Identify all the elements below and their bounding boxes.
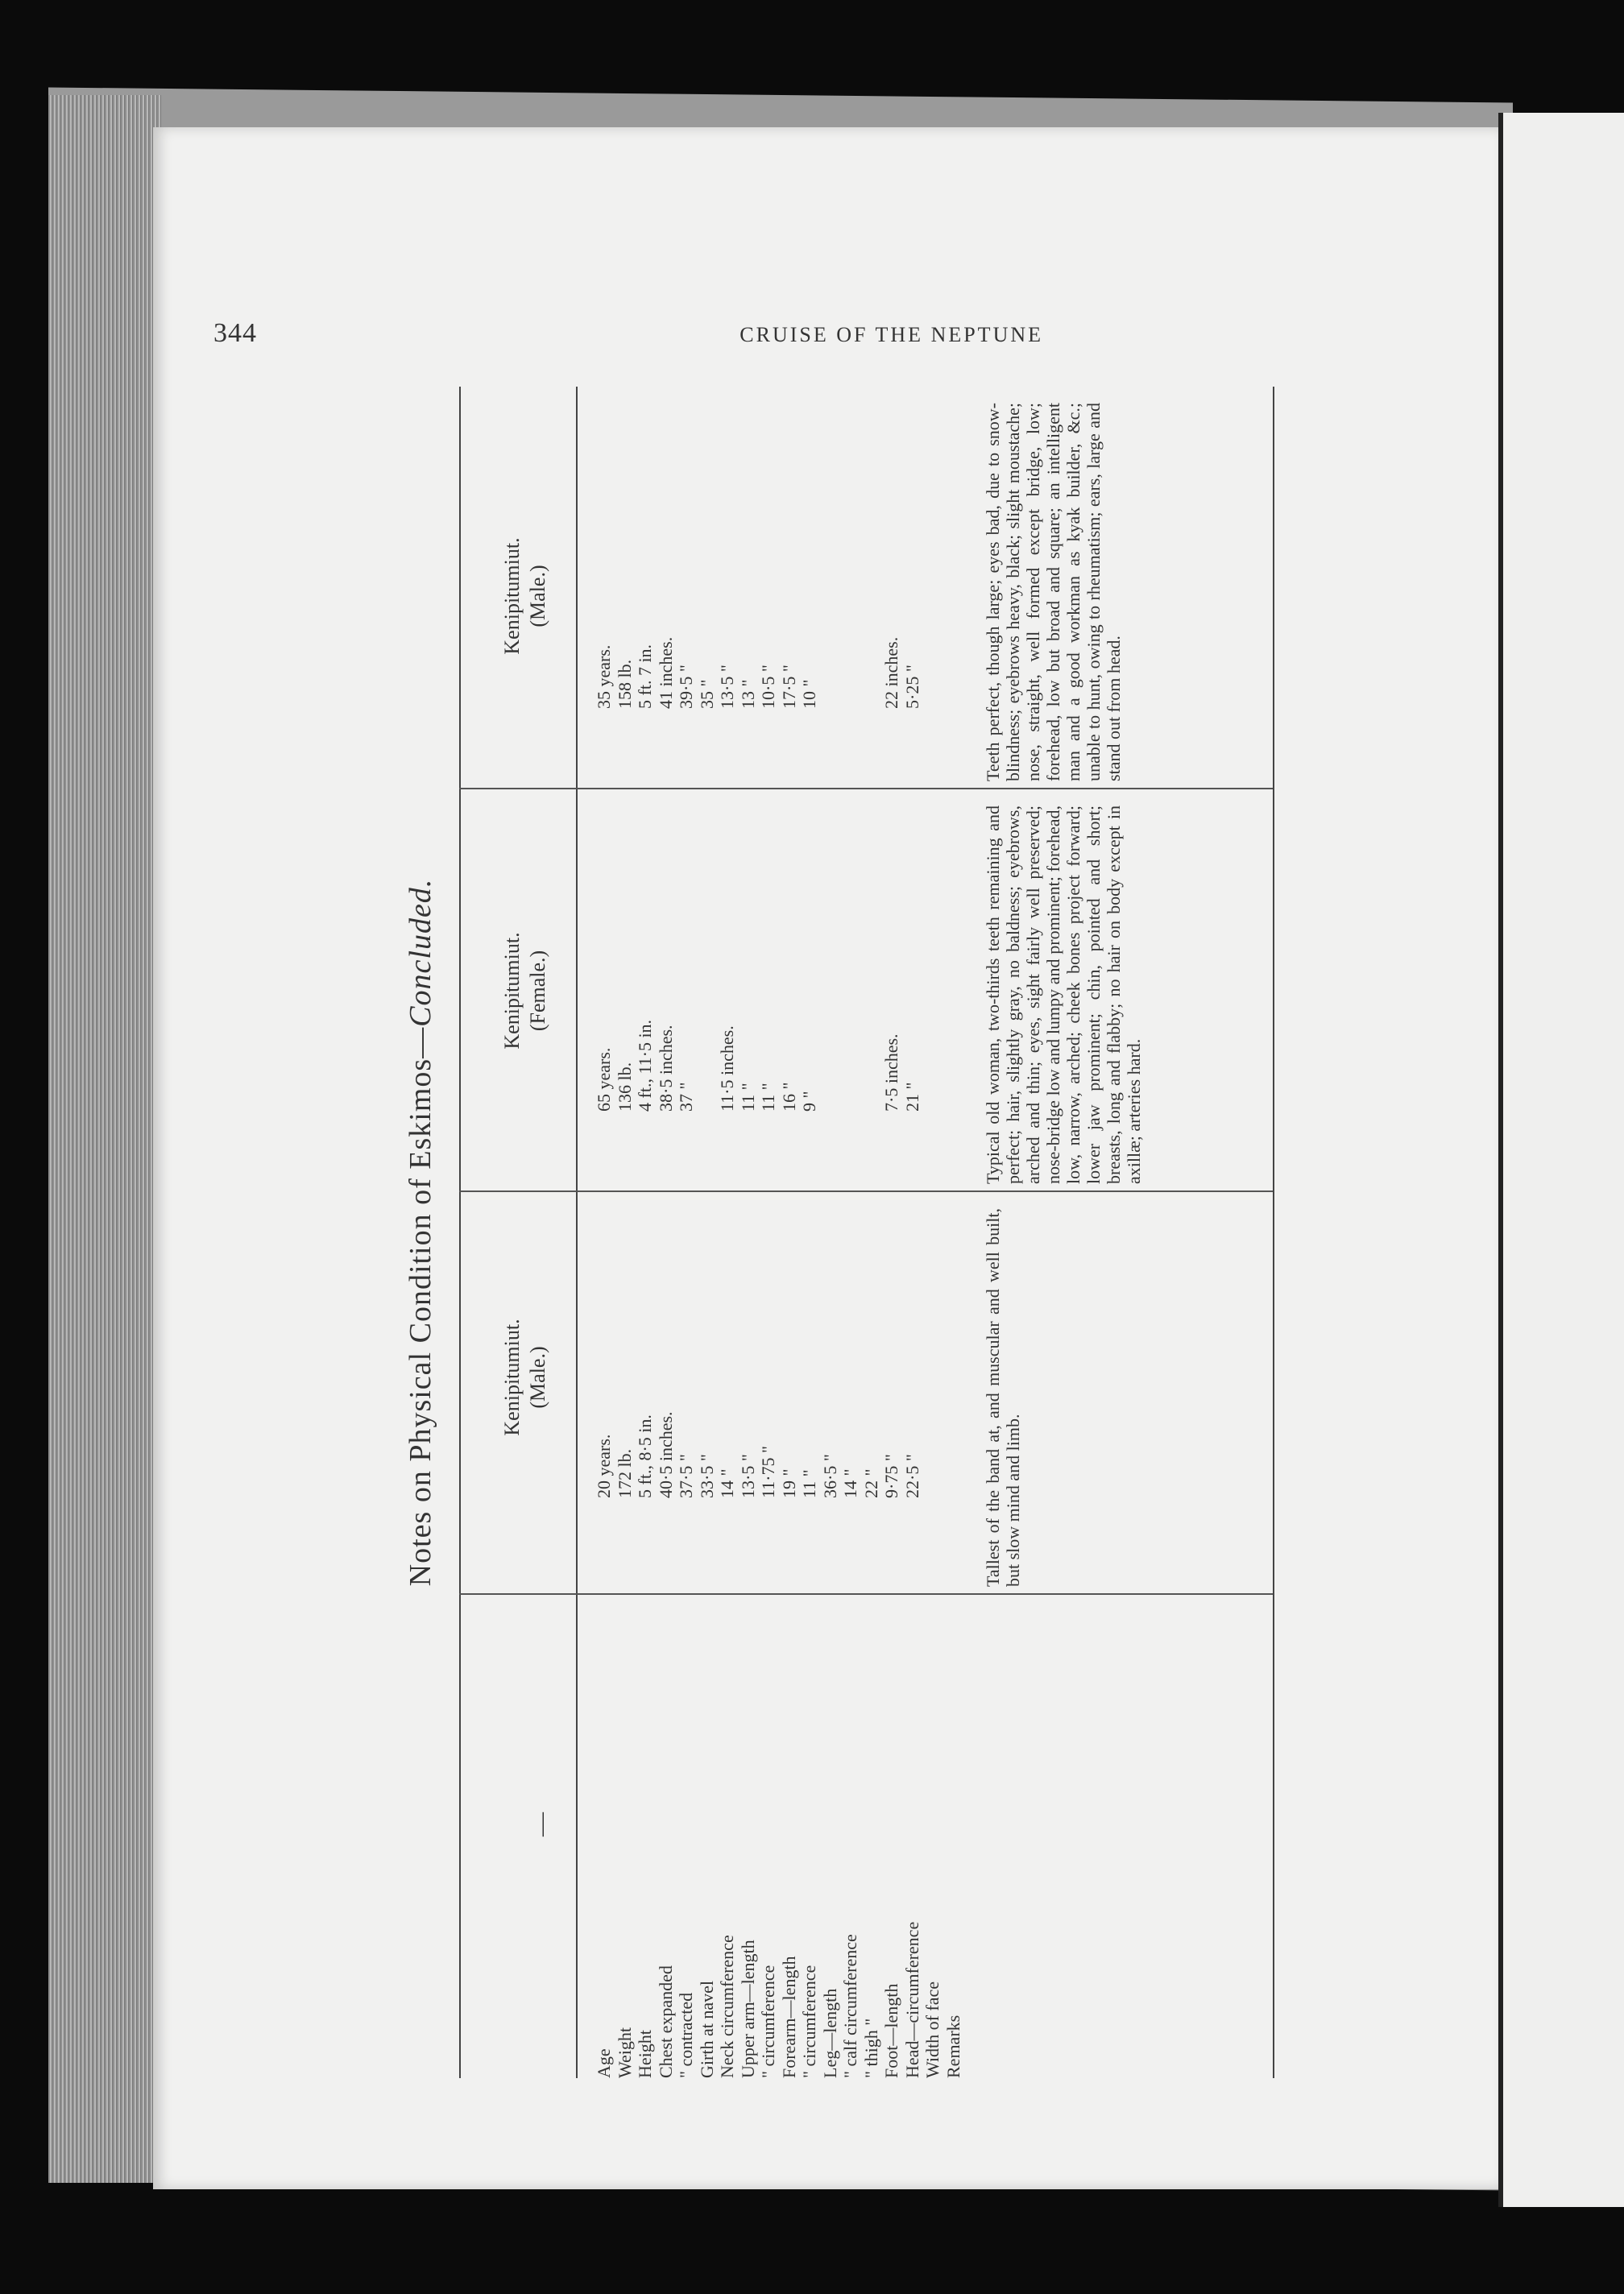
table-cell: 40·5 inches. (655, 1411, 676, 1498)
table-cell: 9 " (799, 1091, 819, 1112)
row-label: Forearm—length (778, 1956, 799, 2078)
table-cell: 14 " (840, 1468, 860, 1498)
table-row (594, 387, 614, 2078)
table-cell: 22 inches. (881, 636, 901, 709)
row-label: " calf circumference (840, 1934, 860, 2078)
top-rule (459, 387, 461, 2078)
table-row (841, 387, 860, 2078)
table-cell: 11·75 " (758, 1446, 778, 1498)
remark-1: Tallest of the band at, and muscular and well built, but slow mind and limb. (983, 1208, 1023, 1587)
table-cell: 37 " (676, 1082, 696, 1112)
table-caption (403, 387, 438, 2078)
table-cell: 10·5 " (758, 665, 778, 709)
header-rule (576, 387, 578, 2078)
column-header-sex: (Male.) (526, 565, 549, 627)
row-label: Upper arm—length (737, 1940, 758, 2078)
row-label: Chest expanded (655, 1965, 676, 2078)
row-label: Leg—length (819, 1988, 840, 2078)
table-cell: 22 " (860, 1468, 881, 1498)
column-header-name: Kenipitumiut. (500, 1319, 524, 1436)
row-label: Width of face (922, 1981, 942, 2078)
table-cell: 39·5 " (676, 665, 696, 709)
table-row (923, 387, 942, 2078)
table-cell: 21 " (901, 1082, 922, 1112)
row-label: Weight (614, 2027, 635, 2078)
facing-page (1498, 113, 1624, 2207)
table-cell: 19 " (778, 1468, 799, 1498)
table-row (677, 387, 696, 2078)
row-label: Foot—length (881, 1983, 901, 2078)
table-cell: 20 years. (594, 1434, 614, 1498)
row-label: " circumference (758, 1965, 778, 2078)
table-cell: 22·5 " (901, 1454, 922, 1498)
row-label: Neck circumference (717, 1935, 737, 2078)
row-label: Remarks (942, 2014, 963, 2078)
table-row (882, 387, 901, 2078)
table-row (739, 387, 758, 2078)
table-row (944, 387, 963, 2078)
table-row (903, 387, 922, 2078)
table-row (759, 387, 778, 2078)
caption-italic: Concluded. (404, 878, 437, 1027)
rotated-table (403, 387, 1329, 2078)
column-header-1 (499, 1152, 551, 1603)
table-cell: 37·5 " (676, 1454, 696, 1498)
page-number: 344 (213, 318, 257, 348)
table-cell: 11 " (799, 1469, 819, 1498)
table-cell: 136 lb. (614, 1062, 635, 1112)
column-header-sex: (Female.) (526, 950, 549, 1032)
table-row (615, 387, 635, 2078)
table-cell: 35 years. (594, 644, 614, 709)
table-row (862, 387, 881, 2078)
row-label: " circumference (799, 1965, 819, 2078)
table-cell: 10 " (799, 679, 819, 709)
column-header-2 (499, 765, 551, 1216)
table-row (718, 387, 737, 2078)
column-header-name: Kenipitumiut. (500, 932, 524, 1050)
table-row (821, 387, 840, 2078)
table-cell: 13·5 " (737, 1454, 758, 1498)
row-label: Head—circumference (901, 1921, 922, 2078)
table-cell: 5 ft., 8·5 in. (635, 1414, 655, 1498)
table-cell: 13·5 " (717, 665, 737, 709)
table-cell: 35 " (696, 679, 717, 709)
table-cell: 36·5 " (819, 1454, 840, 1498)
bottom-rule (1273, 387, 1274, 2078)
table-row (698, 387, 717, 2078)
column-header-sex: (Male.) (526, 1346, 549, 1409)
table-cell: 11·5 inches. (717, 1025, 737, 1112)
row-label: " contracted (676, 1992, 696, 2078)
column-header-name: Kenipitumiut. (500, 537, 524, 655)
row-label: Age (594, 2048, 614, 2078)
running-title: CRUISE OF THE NEPTUNE (740, 323, 1043, 346)
table-cell: 65 years. (594, 1047, 614, 1112)
table-row (636, 387, 655, 2078)
page-edges (48, 95, 161, 2183)
table-row (780, 387, 799, 2078)
table-cell: 9·75 " (881, 1454, 901, 1498)
table-cell: 172 lb. (614, 1448, 635, 1498)
row-label: Girth at navel (696, 1981, 717, 2078)
table-cell: 5 ft. 7 in. (635, 644, 655, 709)
table-cell: 13 " (737, 679, 758, 709)
table-cell: 7·5 inches. (881, 1033, 901, 1112)
table-cell: 5·25 " (901, 665, 922, 709)
table-cell: 33·5 " (696, 1454, 717, 1498)
table-cell: 4 ft., 11·5 in. (635, 1019, 655, 1112)
caption-main: Notes on Physical Condition of Eskimos— (404, 1026, 437, 1587)
table-cell: 16 " (778, 1082, 799, 1112)
column-header-3 (499, 371, 551, 822)
table-cell: 158 lb. (614, 659, 635, 709)
table-row (800, 387, 819, 2078)
row-label: " thigh " (860, 2018, 881, 2078)
table-cell: 11 " (758, 1083, 778, 1112)
row-label: Height (635, 2030, 655, 2078)
table-cell: 14 " (717, 1468, 737, 1498)
table-cell: 38·5 inches. (655, 1025, 676, 1112)
table-row (657, 387, 676, 2078)
remark-3: Teeth perfect, though large; eyes bad, due to snow-blindness; eyebrows heavy, black; slight moustache; nose, straight, well formed except bridge, low; forehead, low but broad and square; an intelligent man and a good workman as kyak builder, &c.; unable to hunt, owing to rheumatism; ears, large and stand out from head. (983, 403, 1124, 781)
table-cell: 17·5 " (778, 665, 799, 709)
table-cell: 41 inches. (655, 636, 676, 709)
remark-2: Typical old woman, two-thirds teeth remaining and perfect; hair, slightly gray, no baldness; eyebrows, arched and thin; eyes, sight fairly well preserved; nose-bridge low and lumpy and prominent; forehead, low, narrow, arched; cheek bones project forward; lower jaw prominent; chin, pointed and short; breasts, long and flabby; no hair on body except in axillæ; arteries hard. (983, 805, 1144, 1184)
stub-header: — (528, 1812, 554, 1836)
table-cell: 11 " (737, 1083, 758, 1112)
